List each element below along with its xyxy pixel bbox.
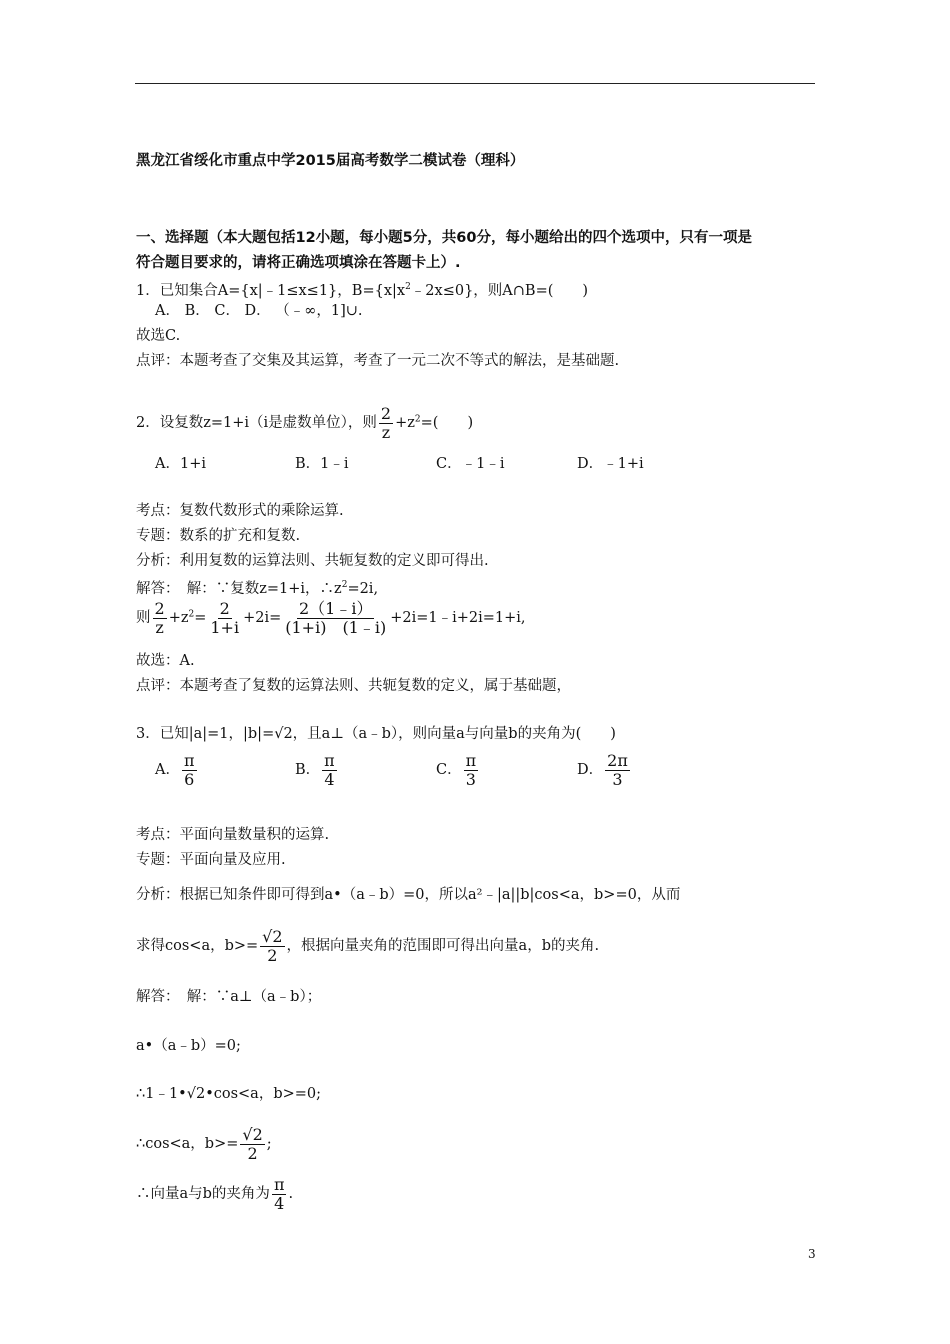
q2-fenxi: 分析：利用复数的运算法则、共轭复数的定义即可得出.: [136, 553, 489, 569]
q3-zhuanti: 专题：平面向量及应用.: [136, 852, 286, 868]
q3-option-a: A． $\frac{\pi}{6}$: [155, 751, 195, 789]
q2-kaodian: 考点：复数代数形式的乘除运算.: [136, 503, 344, 519]
exam-title: 黑龙江省绥化市重点中学2015届高考数学二模试卷（理科）: [136, 153, 525, 169]
q3-stem: 3．已知|a|=1，|b|=√2，且a⊥（a﹣b），则向量a与向量b的夹角为( ): [136, 726, 616, 742]
q2-stem: 2．设复数z=1+i（i是虚数单位），则 $\frac{2}{z}$ $+z^2=$( ): [136, 404, 474, 442]
q3-option-b: B． $\frac{\pi}{4}$: [295, 751, 335, 789]
q2-option-a: A．1+i: [155, 456, 206, 472]
q3-fenxi-line2: 求得cos<a，b>= $\frac{√2}{2}$ ，根据向量夹角的范围即可得出向量a，b的夹角.: [136, 927, 600, 965]
q3-step4: ∴向量a与b的夹角为 $\frac{\pi}{4}$ .: [136, 1175, 294, 1213]
q2-zhuanti: 专题：数系的扩充和复数.: [136, 528, 301, 544]
q2-fraction: $\frac{2}{z}$: [380, 404, 392, 442]
q1-options: A． B． C． D． （﹣∞，1]∪.: [155, 303, 363, 319]
q3-option-c: C． $\frac{\pi}{3}$: [436, 751, 477, 789]
q2-answer: 故选：A.: [136, 653, 195, 669]
q2-comment: 点评：本题考查了复数的运算法则、共轭复数的定义，属于基础题，: [136, 678, 571, 694]
q1-comment: 点评：本题考查了交集及其运算，考查了一元二次不等式的解法，是基础题.: [136, 353, 620, 369]
q3-jieda: 解答： 解：∵a⊥（a﹣b）；: [136, 989, 322, 1005]
q1-answer: 故选C.: [136, 328, 181, 344]
page-number: 3: [808, 1247, 816, 1261]
q2-option-c: C．﹣1﹣i: [436, 456, 505, 472]
q1-stem: 1．已知集合A={x|﹣1≤x≤1}，$B=\{x|x^2﹣2x\le 0\}$，则A∩B=( ): [136, 282, 589, 299]
header-rule: [135, 83, 815, 84]
q2-option-b: B．1﹣i: [295, 456, 349, 472]
q3-kaodian: 考点：平面向量数量积的运算.: [136, 827, 330, 843]
q2-calculation: 则 $\frac{2}{z}$ $+z^2=$ $\frac{2}{1+i}$ +2i= $\frac{2(1﹣i)}{(1+i) (1﹣i)}$ +2i=1﹣i+2i=1+i,: [136, 599, 526, 637]
q2-option-d: D．﹣1+i: [577, 456, 644, 472]
q2-jieda: 解答： 解：∵复数z=1+i，$\therefore z^2=2i$,: [136, 580, 379, 597]
q3-option-d: D． $\frac{2\pi}{3}$: [577, 751, 628, 789]
q3-step2: ∴1﹣1•√2•cos<a，b>=0;: [136, 1086, 322, 1102]
q3-step3: ∴cos<a，b>= $\frac{√2}{2}$ ;: [136, 1125, 272, 1163]
section-heading-line2: 符合题目要求的，请将正确选项填涂在答题卡上）.: [136, 255, 461, 271]
q3-step1: a•（a﹣b）=0;: [136, 1038, 241, 1054]
q3-fenxi-line1: 分析：根据已知条件即可得到a•（a﹣b）=0，所以a²﹣|a||b|cos<a，b>=0，从而: [136, 887, 681, 903]
section-heading-line1: 一、选择题（本大题包括12小题，每小题5分，共60分，每小题给出的四个选项中，只有一项是: [136, 230, 752, 246]
